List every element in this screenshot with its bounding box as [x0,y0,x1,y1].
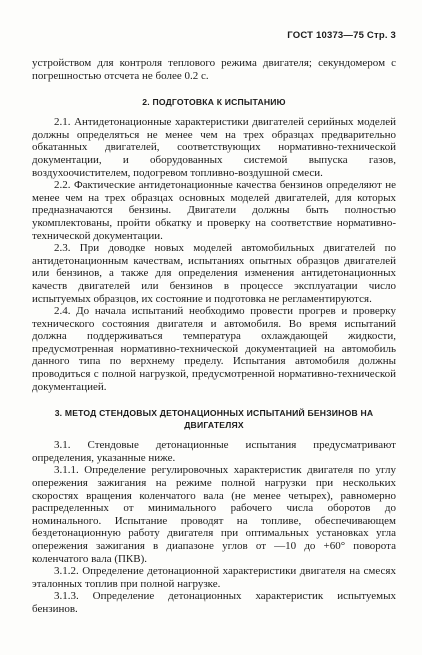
document-body [32,57,396,616]
paragraph-3-1: 3.1. Стендовые детонационные испытания предусматривают определения, указанные ниже. [32,439,396,464]
paragraph-3-1-1: 3.1.1. Определение регулировочных характеристик двигателя по углу опережения зажигания на режиме полной нагрузки при нескольких скоростях вращения коленчатого вала (не менее четырех), равномерно распределенных от минимального рабочего числа оборотов до номинального. Испытание проводят на топливе, обеспечивающем бездетонационную работу двигателя при оптимальных установках угла опережения зажигания в диапазоне углов от —10 до +60° поворота коленчатого вала (ПКВ). [32,464,396,565]
paragraph-3-1-2: 3.1.2. Определение детонационной характеристики двигателя на смесях эталонных топлив при полной нагрузке. [32,565,396,590]
paragraph-2-4: 2.4. До начала испытаний необходимо провести прогрев и проверку технического состояния двигателя и автомобиля. Во время испытаний должна поддерживаться температура охлаждающей жидкости, предусмотренная нормативно-технической документацией на автомобиль данного типа по верхнему пределу. Испытания автомобиля должны проводиться с полной нагрузкой, предусмотренной нормативно-технической документацией. [32,305,396,393]
section-3-title: 3. МЕТОД СТЕНДОВЫХ ДЕТОНАЦИОННЫХ ИСПЫТАНИЙ БЕНЗИНОВ НА ДВИГАТЕЛЯХ [54,408,374,431]
intro-paragraph: устройством для контроля теплового режима двигателя; секундомером с погрешностью отсчета не более 0.2 с. [32,57,396,82]
paragraph-2-3: 2.3. При доводке новых моделей автомобильных двигателей по антидетонационным качествам, испытаниях опытных образцов двигателей или бензинов, а также для определения изменения антидетонационных качеств двигателей или бензинов в процессе эксплуатации число испытуемых образцов, их состояние и подготовка не регламентируются. [32,242,396,305]
paragraph-2-2: 2.2. Фактические антидетонационные качества бензинов определяют не менее чем на трех образцах основных моделей двигателей, для которых предназначаются бензины. Двигатели должны быть полностью укомплектованы, пройти обкатку и проверку на соответствие нормативно-технической документации. [32,179,396,242]
page-header: ГОСТ 10373—75 Стр. 3 [287,30,396,41]
paragraph-3-1-3: 3.1.3. Определение детонационных характеристик испытуемых бензинов. [32,590,396,615]
paragraph-2-1: 2.1. Антидетонационные характеристики двигателей серийных моделей должны определяться не менее чем на трех образцах предварительно обкатанных двигателей, соответствующих нормативно-технической документации, и оборудованных системой выпуска газов, воздухоочистителем, подогревом топливно-воздушной смеси. [32,116,396,179]
section-2-title: 2. ПОДГОТОВКА К ИСПЫТАНИЮ [142,97,286,108]
